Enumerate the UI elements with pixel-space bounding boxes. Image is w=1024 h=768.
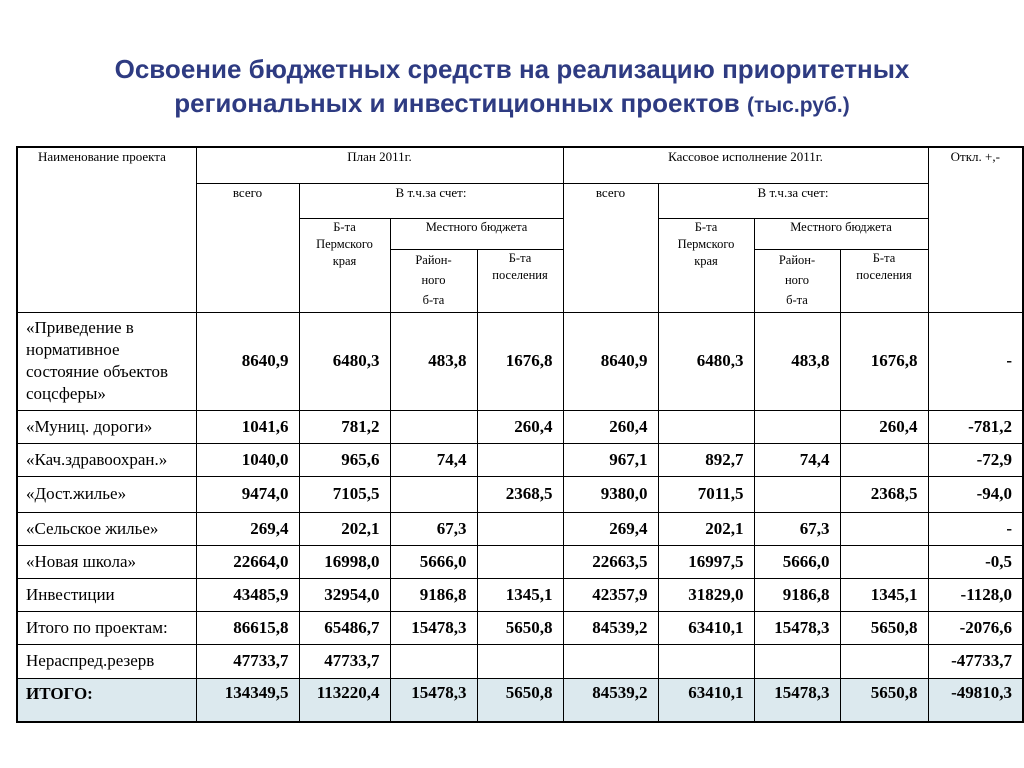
- header-plan-total: всего: [196, 183, 299, 312]
- cell-plan-district: [390, 410, 477, 443]
- row-name: «Приведение в нормативное состояние объектов соцсферы»: [17, 312, 196, 410]
- cell-deviation: -72,9: [928, 443, 1023, 476]
- cell-cash-perm: 63410,1: [658, 611, 754, 644]
- row-name: «Сельское жилье»: [17, 512, 196, 545]
- cell-plan-district: [390, 644, 477, 678]
- cell-cash-total: 269,4: [563, 512, 658, 545]
- cell-cash-settlement: 1676,8: [840, 312, 928, 410]
- table-row: [17, 476, 1023, 512]
- table-row: [17, 410, 1023, 443]
- cell-cash-perm: 202,1: [658, 512, 754, 545]
- cell-cash-district: 74,4: [754, 443, 840, 476]
- cell-plan-perm: 7105,5: [299, 476, 390, 512]
- cell-plan-total: 9474,0: [196, 476, 299, 512]
- row-name: «Новая школа»: [17, 545, 196, 578]
- cell-plan-total: 22664,0: [196, 545, 299, 578]
- cell-plan-perm: 16998,0: [299, 545, 390, 578]
- perm-line-1: Б-та: [333, 219, 356, 234]
- cell-deviation: -49810,3: [928, 678, 1023, 722]
- district-line-1: Район-: [778, 252, 816, 267]
- cell-cash-perm: 31829,0: [658, 578, 754, 611]
- cell-deviation: -: [928, 312, 1023, 410]
- row-name: «Кач.здравоохран.»: [17, 443, 196, 476]
- cell-cash-settlement: 5650,8: [840, 611, 928, 644]
- header-cash-settlement: [840, 249, 928, 312]
- cell-cash-district: [754, 644, 840, 678]
- cell-cash-settlement: 260,4: [840, 410, 928, 443]
- cell-cash-perm: [658, 410, 754, 443]
- cell-cash-settlement: [840, 512, 928, 545]
- header-deviation: Откл. +,-: [928, 147, 1023, 312]
- cell-cash-perm: [658, 644, 754, 678]
- cell-cash-settlement: [840, 545, 928, 578]
- cell-cash-district: [754, 410, 840, 443]
- cell-plan-settlement: 5650,8: [477, 611, 563, 644]
- settlement-line-1: Б-та: [508, 250, 532, 265]
- header-plan-settlement: [477, 249, 563, 312]
- cell-cash-perm: 7011,5: [658, 476, 754, 512]
- cell-plan-settlement: 260,4: [477, 410, 563, 443]
- perm-line-2: Пермского: [316, 236, 373, 251]
- cell-cash-district: 67,3: [754, 512, 840, 545]
- cell-cash-total: 967,1: [563, 443, 658, 476]
- row-name: ИТОГО:: [17, 678, 196, 722]
- cell-plan-settlement: [477, 644, 563, 678]
- cell-cash-total: 42357,9: [563, 578, 658, 611]
- cell-cash-district: 15478,3: [754, 678, 840, 722]
- cell-cash-district: 483,8: [754, 312, 840, 410]
- cell-plan-settlement: 2368,5: [477, 476, 563, 512]
- cell-plan-perm: 965,6: [299, 443, 390, 476]
- cell-deviation: -: [928, 512, 1023, 545]
- cell-cash-total: 22663,5: [563, 545, 658, 578]
- cell-cash-settlement: 5650,8: [840, 678, 928, 722]
- cell-plan-perm: 65486,7: [299, 611, 390, 644]
- header-project-name: Наименование проекта: [17, 147, 196, 312]
- title-line-2: [0, 86, 1024, 123]
- cell-plan-settlement: 1676,8: [477, 312, 563, 410]
- cell-plan-total: 86615,8: [196, 611, 299, 644]
- cell-plan-settlement: 1345,1: [477, 578, 563, 611]
- table-row: [17, 443, 1023, 476]
- cell-cash-perm: 63410,1: [658, 678, 754, 722]
- row-name: Итого по проектам:: [17, 611, 196, 644]
- cell-deviation: -94,0: [928, 476, 1023, 512]
- cell-plan-total: 43485,9: [196, 578, 299, 611]
- district-line-1: Район-: [415, 252, 452, 267]
- header-plan-local: Местного бюджета: [390, 218, 563, 249]
- cell-plan-district: 74,4: [390, 443, 477, 476]
- header-plan-district: [390, 249, 477, 312]
- cell-plan-perm: 113220,4: [299, 678, 390, 722]
- cell-plan-total: 134349,5: [196, 678, 299, 722]
- header-plan-incl: В т.ч.за счет:: [299, 183, 563, 218]
- cell-deviation: -1128,0: [928, 578, 1023, 611]
- cell-cash-total: 260,4: [563, 410, 658, 443]
- cell-plan-perm: 781,2: [299, 410, 390, 443]
- cell-plan-perm: 32954,0: [299, 578, 390, 611]
- title-unit: (тыс.руб.): [746, 94, 850, 117]
- cell-cash-total: [563, 644, 658, 678]
- cell-plan-settlement: [477, 512, 563, 545]
- header-cash-district: [754, 249, 840, 312]
- cell-cash-settlement: [840, 443, 928, 476]
- cell-cash-total: 84539,2: [563, 678, 658, 722]
- row-name: Нераспред.резерв: [17, 644, 196, 678]
- cell-deviation: -0,5: [928, 545, 1023, 578]
- header-cash: Кассовое исполнение 2011г.: [563, 147, 928, 183]
- cell-plan-district: 15478,3: [390, 611, 477, 644]
- cell-plan-settlement: [477, 545, 563, 578]
- cell-cash-total: 8640,9: [563, 312, 658, 410]
- header-cash-incl: В т.ч.за счет:: [658, 183, 928, 218]
- cell-plan-district: [390, 476, 477, 512]
- table-row: [17, 312, 1023, 410]
- cell-deviation: -781,2: [928, 410, 1023, 443]
- perm-line-3: края: [694, 253, 718, 268]
- page-title: [0, 52, 1024, 123]
- cell-plan-total: 8640,9: [196, 312, 299, 410]
- table-row: [17, 644, 1023, 678]
- district-line-3: б-та: [422, 292, 445, 307]
- cell-plan-district: 67,3: [390, 512, 477, 545]
- settlement-line-1: Б-та: [872, 250, 896, 265]
- settlement-line-2: поселения: [492, 267, 548, 282]
- cell-cash-settlement: 1345,1: [840, 578, 928, 611]
- cell-cash-district: 5666,0: [754, 545, 840, 578]
- cell-plan-district: 483,8: [390, 312, 477, 410]
- cell-plan-district: 15478,3: [390, 678, 477, 722]
- table-row-total: [17, 678, 1023, 722]
- cell-cash-perm: 16997,5: [658, 545, 754, 578]
- table-row: [17, 545, 1023, 578]
- header-cash-total: всего: [563, 183, 658, 312]
- row-name: «Дост.жилье»: [17, 476, 196, 512]
- cell-cash-settlement: [840, 644, 928, 678]
- cell-plan-district: 5666,0: [390, 545, 477, 578]
- district-line-2: ного: [784, 272, 809, 287]
- cell-plan-perm: 47733,7: [299, 644, 390, 678]
- cell-cash-settlement: 2368,5: [840, 476, 928, 512]
- budget-table: [16, 146, 1024, 723]
- cell-cash-total: 84539,2: [563, 611, 658, 644]
- title-line-1: Освоение бюджетных средств на реализацию приоритетных: [114, 54, 910, 84]
- perm-line-3: края: [332, 253, 357, 268]
- cell-plan-total: 1041,6: [196, 410, 299, 443]
- cell-cash-total: 9380,0: [563, 476, 658, 512]
- title-line-2-text: региональных и инвестиционных проектов: [174, 88, 740, 118]
- cell-cash-district: 15478,3: [754, 611, 840, 644]
- settlement-line-2: поселения: [856, 267, 912, 282]
- cell-deviation: -47733,7: [928, 644, 1023, 678]
- perm-line-2: Пермского: [677, 236, 735, 251]
- cell-deviation: -2076,6: [928, 611, 1023, 644]
- cell-plan-settlement: [477, 443, 563, 476]
- cell-plan-total: 47733,7: [196, 644, 299, 678]
- header-cash-perm: [658, 218, 754, 312]
- table-row: [17, 512, 1023, 545]
- header-plan: План 2011г.: [196, 147, 563, 183]
- row-name: «Муниц. дороги»: [17, 410, 196, 443]
- header-plan-perm: [299, 218, 390, 312]
- cell-plan-perm: 6480,3: [299, 312, 390, 410]
- table-row: [17, 578, 1023, 611]
- cell-cash-district: 9186,8: [754, 578, 840, 611]
- cell-cash-district: [754, 476, 840, 512]
- cell-plan-total: 269,4: [196, 512, 299, 545]
- cell-plan-settlement: 5650,8: [477, 678, 563, 722]
- table-row: [17, 611, 1023, 644]
- cell-plan-perm: 202,1: [299, 512, 390, 545]
- cell-cash-perm: 6480,3: [658, 312, 754, 410]
- perm-line-1: Б-та: [694, 219, 718, 234]
- row-name: Инвестиции: [17, 578, 196, 611]
- cell-plan-total: 1040,0: [196, 443, 299, 476]
- cell-plan-district: 9186,8: [390, 578, 477, 611]
- header-cash-local: Местного бюджета: [754, 218, 928, 249]
- district-line-3: б-та: [786, 292, 808, 307]
- cell-cash-perm: 892,7: [658, 443, 754, 476]
- header-row-1: [17, 147, 1023, 183]
- district-line-2: ного: [421, 272, 446, 287]
